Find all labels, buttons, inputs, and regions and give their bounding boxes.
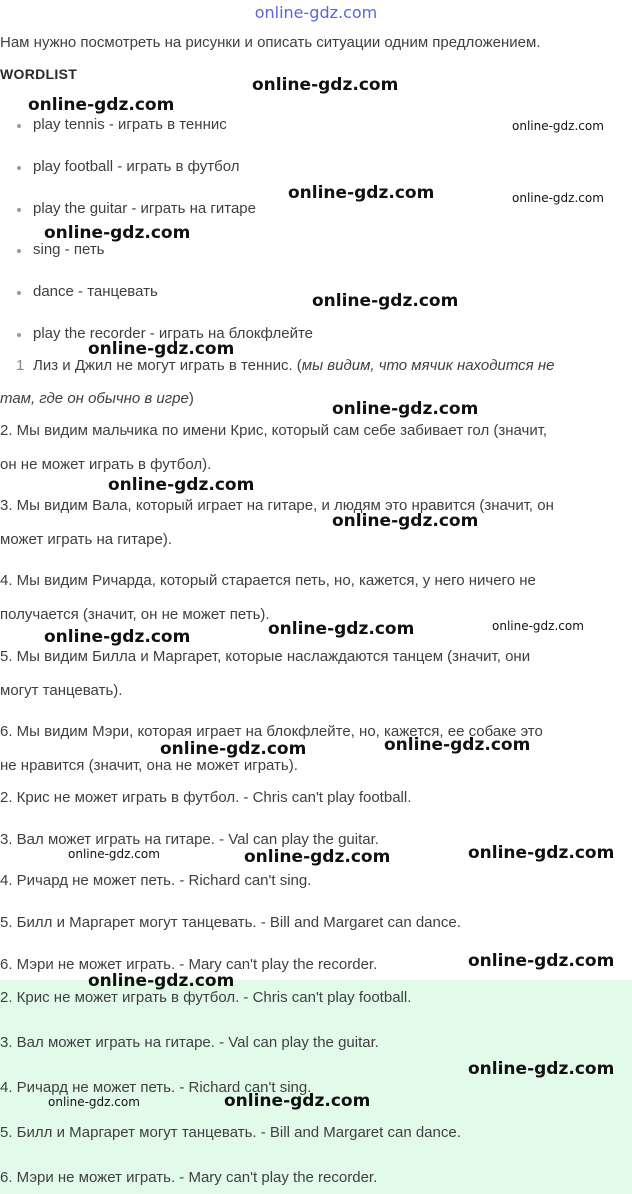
watermark: online-gdz.com (468, 1059, 615, 1079)
watermark: online-gdz.com (224, 1091, 371, 1111)
wordlist-item: play the recorder - играть на блокфлейте (33, 325, 314, 342)
site-title[interactable]: online-gdz.com (254, 3, 378, 22)
watermark: online-gdz.com (88, 339, 235, 359)
watermark: online-gdz.com (88, 971, 235, 991)
answer-line: 2. Крис не может играть в футбол. - Chris can't play football. (0, 789, 412, 806)
watermark: online-gdz.com (512, 119, 604, 133)
watermark: online-gdz.com (268, 619, 415, 639)
watermark: online-gdz.com (28, 95, 175, 115)
answer-line: 5. Билл и Маргарет могут танцевать. - Bill and Margaret can dance. (0, 914, 461, 931)
bullet-icon (17, 291, 21, 295)
highlight-answer-line: 5. Билл и Маргарет могут танцевать. - Bill and Margaret can dance. (0, 1124, 461, 1141)
bullet-icon (17, 249, 21, 253)
intro-text: Нам нужно посмотреть на рисунки и описать ситуации одним предложением. (0, 34, 541, 51)
watermark: online-gdz.com (252, 75, 399, 95)
watermark: online-gdz.com (108, 475, 255, 495)
item-number: 1 (16, 357, 25, 374)
watermark: online-gdz.com (492, 619, 584, 633)
highlight-answer-line: 6. Мэри не может играть. - Mary can't play the recorder. (0, 1169, 378, 1186)
watermark: online-gdz.com (244, 847, 391, 867)
bullet-icon (17, 124, 21, 128)
description-line: получается (значит, он не может петь). (0, 606, 270, 623)
wordlist-item: play the guitar - играть на гитаре (33, 200, 256, 217)
item-1-text: Лиз и Джил не могут играть в теннис. ( (33, 357, 302, 374)
watermark: online-gdz.com (48, 1095, 140, 1109)
highlight-answer-line: 2. Крис не может играть в футбол. - Chris can't play football. (0, 989, 412, 1006)
wordlist-heading: WORDLIST (0, 66, 78, 82)
watermark: online-gdz.com (332, 399, 479, 419)
description-line: 5. Мы видим Билла и Маргарет, которые наслаждаются танцем (значит, они (0, 648, 531, 665)
item-1-line-1 (33, 357, 554, 374)
highlight-answer-line: 4. Ричард не может петь. - Richard can't sing. (0, 1079, 312, 1096)
wordlist-item: play football - играть в футбол (33, 158, 240, 175)
watermark: online-gdz.com (288, 183, 435, 203)
bullet-icon (17, 208, 21, 212)
description-line: не нравится (значит, она не может играть). (0, 757, 298, 774)
watermark: online-gdz.com (44, 223, 191, 243)
watermark: online-gdz.com (468, 843, 615, 863)
watermark: online-gdz.com (332, 511, 479, 531)
watermark: online-gdz.com (44, 627, 191, 647)
bullet-icon (17, 333, 21, 337)
wordlist-item: sing - петь (33, 241, 105, 258)
item-1-italic: мы видим, что мячик находится не (301, 357, 555, 374)
watermark: online-gdz.com (160, 739, 307, 759)
watermark: online-gdz.com (468, 951, 615, 971)
description-line: 4. Мы видим Ричарда, который старается петь, но, кажется, у него ничего не (0, 572, 536, 589)
answer-line: 4. Ричард не может петь. - Richard can't sing. (0, 872, 312, 889)
description-line: 2. Мы видим мальчика по имени Крис, который сам себе забивает гол (значит, (0, 422, 548, 439)
watermark: online-gdz.com (312, 291, 459, 311)
item-1-line-2 (0, 390, 194, 407)
description-line: 6. Мы видим Мэри, которая играет на блокфлейте, но, кажется, ее собаке это (0, 723, 543, 740)
bullet-icon (17, 166, 21, 170)
watermark: online-gdz.com (68, 847, 160, 861)
watermark: online-gdz.com (512, 191, 604, 205)
wordlist-item: dance - танцевать (33, 283, 158, 300)
answer-line: 3. Вал может играть на гитаре. - Val can play the guitar. (0, 831, 379, 848)
description-line: 3. Мы видим Вала, который играет на гитаре, и людям это нравится (значит, он (0, 497, 554, 514)
watermark: online-gdz.com (384, 735, 531, 755)
answer-line: 6. Мэри не может играть. - Mary can't play the recorder. (0, 956, 378, 973)
item-1-italic-2: там, где он обычно в игре (0, 390, 189, 407)
description-line: он не может играть в футбол). (0, 456, 212, 473)
description-line: могут танцевать). (0, 682, 123, 699)
highlight-answer-line: 3. Вал может играть на гитаре. - Val can play the guitar. (0, 1034, 379, 1051)
description-line: может играть на гитаре). (0, 531, 172, 548)
wordlist-item: play tennis - играть в теннис (33, 116, 227, 133)
item-1-end: ) (188, 390, 194, 407)
